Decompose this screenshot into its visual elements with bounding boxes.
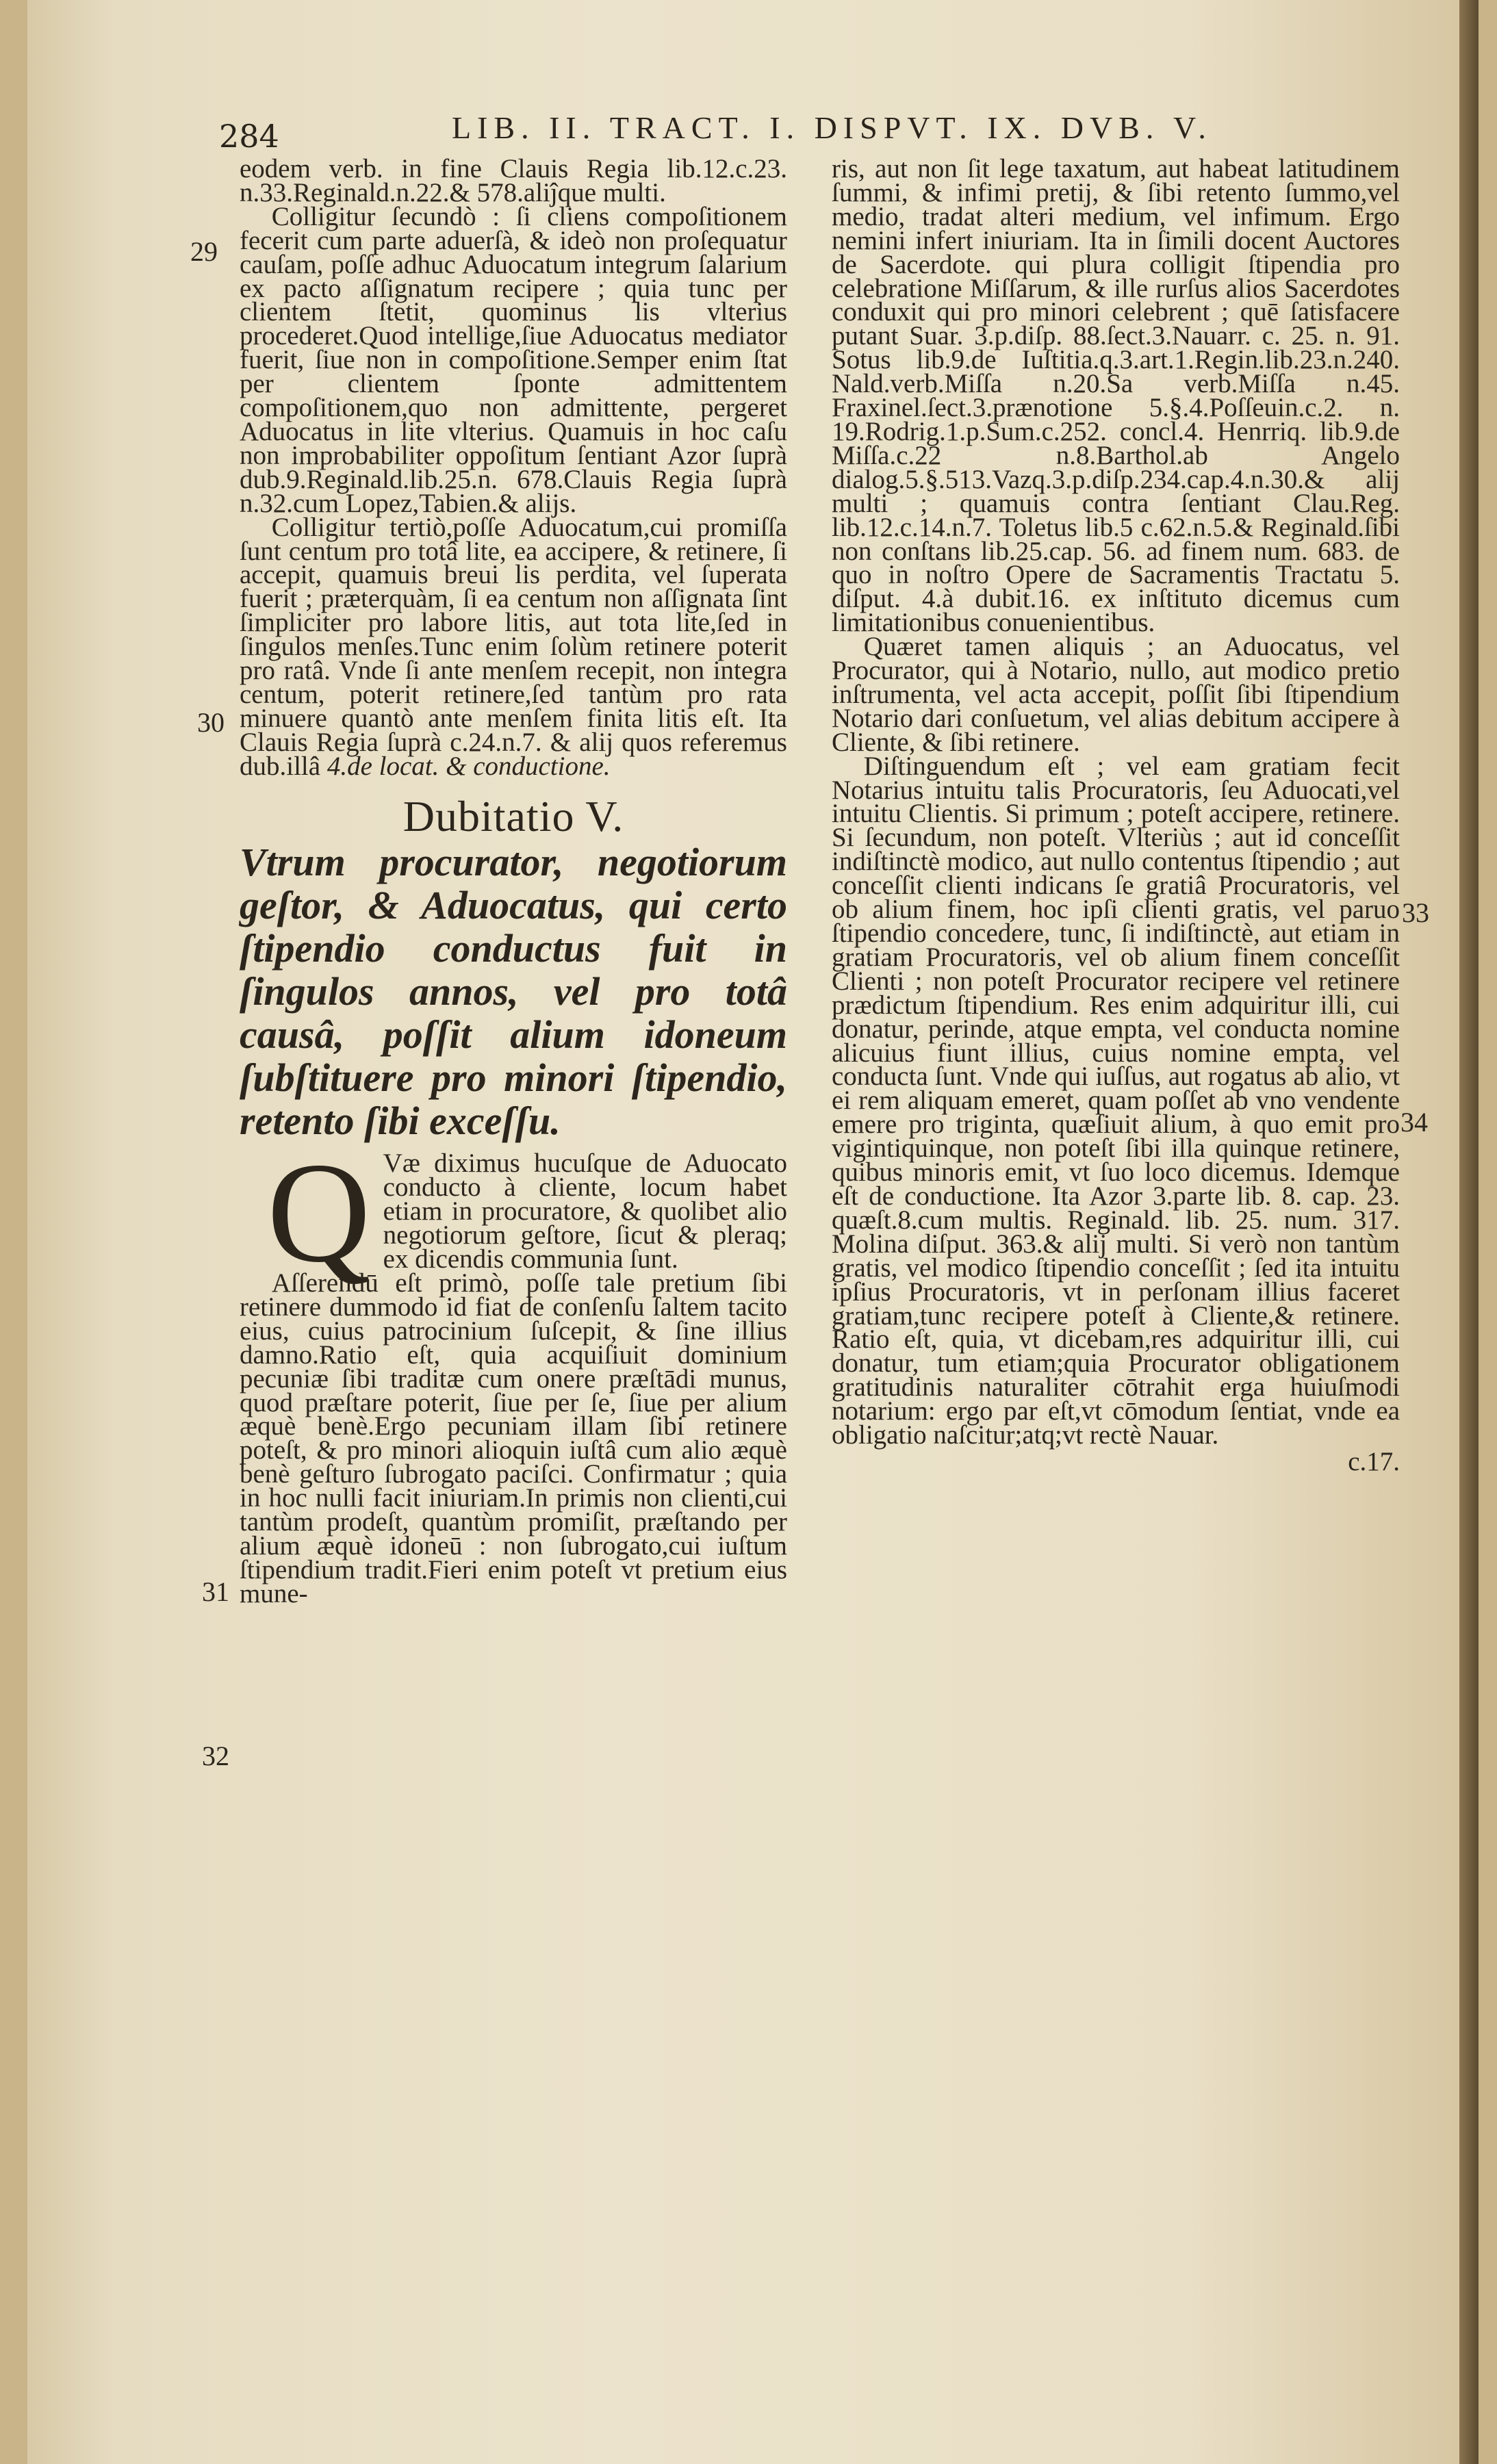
right-column bbox=[832, 154, 1400, 1476]
paragraph-continuation-right: ris, aut non ſit lege taxatum, aut habeat latitudinem ſummi, & infimi pretij, & ſibi retento ſummo,vel medio, tradat alteri medium, vel infimum. Ergo nemini infert iniuriam. Ita in ſimili docent Auctores de Sacerdote. qui plura colligit ſtipendia pro celebratione Miſſarum, & ille rurſus alios Sacerdotes conduxit qui pro minori celebrent ; quē ſatisfacere putant Suar. 3.p.diſp. 88.ſect.3.Nauarr. c. 25. n. 91. Sotus lib.9.de Iuſtitia.q.3.art.1.Regin.lib.23.n.240. Nald.verb.Miſſa n.20.Sa verb.Miſſa n.45. Fraxinel.ſect.3.prænotione 5.§.4.Poſſeuin.c.2. n. 19.Rodrig.1.p.Sum.c.252. concl.4. Henrriq. lib.9.de Miſſa.c.22 n.8.Barthol.ab Angelo dialog.5.§.513.Vazq.3.p.diſp.234.cap.4.n.30.& alij multi ; quamuis contra ſentiant Clau.Reg. lib.12.c.14.n.7. Toletus lib.5 c.62.n.5.& Reginald.ſibi non conſtans lib.25.cap. 56. ad finem num. 683. de quo in noſtro Opere de Sacramentis Tractatu 5. diſput. 4.à dubit.16. ex inſtituto dicemus cum limitationibus conuenientibus. bbox=[832, 154, 1400, 638]
paragraph-33: Quæret tamen aliquis ; an Aduocatus, vel Procurator, qui à Notario, nullo, aut modico pretio inſtrumenta, vel acta accepit, poſſit ſibi ſtipendium Notario dari conſuetum, vel alias debitum accipere à Cliente, & ſibi retinere. bbox=[832, 632, 1400, 757]
book-gutter bbox=[1459, 0, 1479, 2464]
page-number: 284 bbox=[219, 118, 279, 155]
section-title: Dubitatio V. bbox=[402, 791, 624, 840]
paragraph-29: Colligitur ſecundò : ſi cliens compoſitionem fecerit cum parte aduerſà, & ideò non proſequatur cauſam, poſſe adhuc Aduocatum integrum ſalarium ex pacto aſſignatum recipere ; quia tunc per clientem ſtetit, quominus lis vlterius procederet.Quod intellige,ſiue Aduocatus mediator fuerit, ſiue non in compoſitione.Semper enim ſtat per clientem ſponte admittentem compoſitionem,quo non admittente, pergeret Aduocatus in lite vlterius. Quamuis in hoc caſu non improbabiliter oppoſitum ſentiant Azor ſuprà dub.9.Reginald.lib.25.n. 678.Clauis Regia ſuprà n.32.cum Lopez,Tabien.& alijs. bbox=[240, 201, 787, 518]
drop-cap: Q bbox=[267, 1133, 371, 1293]
paragraph-number-30: 30 bbox=[197, 707, 225, 738]
left-column bbox=[240, 154, 787, 1608]
running-title: LIB. II. TRACT. I. DISPVT. IX. DVB. V. bbox=[452, 110, 1212, 145]
paragraph-continuation: eodem verb. in fine Clauis Regia lib.12.c.23. n.33.Reginald.n.22.& 578.aliĵque multi. bbox=[240, 154, 787, 207]
paragraph-34: Diſtinguendum eſt ; vel eam gratiam fecit Notarius intuitu talis Procuratoris, ſeu Aduocati,vel intuitu Clientis. Si primum ; poteſt accipere, retinere. Si ſecundum, non poteſt. Vlteriùs ; aut id conceſſit indiſtinctè modico, aut nullo contentus ſtipendio ; aut conceſſit clienti indicans ſe gratiâ Procuratoris, vel ob alium finem, hoc ipſi clienti gratis, vel paruo ſtipendio concedere, tunc, ſi indiſtinctè, aut etiam in gratiam Procuratoris, vel ob alium finem conceſſit Clienti ; non poteſt Procurator recipere vel retinere prædictum ſtipendium. Res enim adquiritur illi, cui donatur, perinde, atque empta, vel conducta nomine alicuius fiunt illius, cuius nomine empta, vel conducta ſunt. Vnde qui iuſſus, aut rogatus ab alio, vt ei rem aliquam emeret, quam poſſet ab vno vendente emere pro triginta, quæſiuit alium, à quo emit pro vigintiquinque, non poteſt ſibi illa quinque retinere, quibus minoris emit, vt ſuo loco dicemus. Idemque eſt de conductione. Ita Azor 3.parte lib. 8. cap. 23. quæſt.8.cum multis. Reginald. lib. 25. num. 317. Molina diſput. 363.& alij multi. Si verò non tantùm gratis, vel modico ſtipendio conceſſit ; ſed ita intuitu ipſius Procuratoris, vt in perſonam illius faceret gratiam,tunc recipere poteſt à Cliente,& retinere. Ratio eſt, quia, vt dicebam,res adquiritur illi, cui donatur, tum etiam;quia Procurator obligationem gratitudinis naturaliter cōtrahit erga huiuſmodi notarium: ergo par eſt,vt cōmodum ſentiat, vnde ea obligatio naſcitur;atq;vt rectè Nauar. bbox=[832, 751, 1400, 1450]
paragraph-number-33: 33 bbox=[1402, 897, 1429, 928]
paragraph-30 bbox=[240, 512, 787, 781]
paragraph-number-31: 31 bbox=[202, 1576, 229, 1607]
paragraph-31 bbox=[240, 1133, 787, 1293]
section-question: Vtrum procurator, negotiorum geſtor, & Aduocatus, qui certo ſtipendio conductus fuit in ſingulos annos, vel pro totâ causâ, poſſit alium idoneum ſubſtituere pro minori ſtipendio, retento ſibi exceſſu. bbox=[240, 840, 787, 1144]
book-page bbox=[27, 0, 1479, 2464]
paragraph-30-citation: 4.de locat. & conductione. bbox=[327, 751, 611, 781]
paragraph-number-32: 32 bbox=[202, 1741, 229, 1771]
paragraph-number-34: 34 bbox=[1400, 1107, 1428, 1138]
paragraph-31-text: Væ diximus hucuſque de Aduocato conducto à cliente, locum habet etiam in procuratore, & quolibet alio negotiorum geſtore, ſicut & pleraq; ex dicendis communia ſunt. bbox=[383, 1148, 787, 1274]
page-header bbox=[219, 103, 1417, 157]
catchword: c.17. bbox=[1348, 1446, 1400, 1476]
paragraph-32: Aſſerendū eſt primò, poſſe tale pretium ſibi retinere dummodo id fiat de conſenſu ſaltem tacito eius, cuius patrocinium ſuſcepit, & ſine illius damno.Ratio eſt, quia acquiſiuit dominium pecuniæ ſibi traditæ cum onere præſtādi munus, quod præſtare poterit, ſiue per ſe, ſiue per alium æquè benè.Ergo pecuniam illam ſibi retinere poteſt, & pro minori alioquin iuſtâ cum alio æquè benè geſturo ſubrogato paciſci. Confirmatur ; quia in hoc nulli facit iniuriam.In primis non clienti,cui tantùm prodeſt, quantùm promiſit, præſtando per alium æquè idoneū : non ſubrogato,cui iuſtum ſtipendium tradit.Fieri enim poteſt vt pretium eius mune- bbox=[240, 1268, 787, 1608]
paragraph-30-text: Colligitur tertiò,poſſe Aduocatum,cui promiſſa ſunt centum pro totâ lite, ea accipere, & retinere, ſi accepit, quamuis breui lis perdita, vel ſuperata fuerit ; præterquàm, ſi ea centum non aſſignata ſint ſimpliciter pro labore litis, aut tota lite,ſed in ſingulos menſes.Tunc enim ſolùm retinere poterit pro ratâ. Vnde ſi ante menſem recepit, non integra centum, poterit retinere,ſed tantùm pro rata minuere quantò ante menſem finita litis eſt. Ita Clauis Regia ſuprà c.24.n.7. & alij quos referemus dub.illâ bbox=[240, 512, 787, 781]
paragraph-number-29: 29 bbox=[190, 236, 218, 267]
